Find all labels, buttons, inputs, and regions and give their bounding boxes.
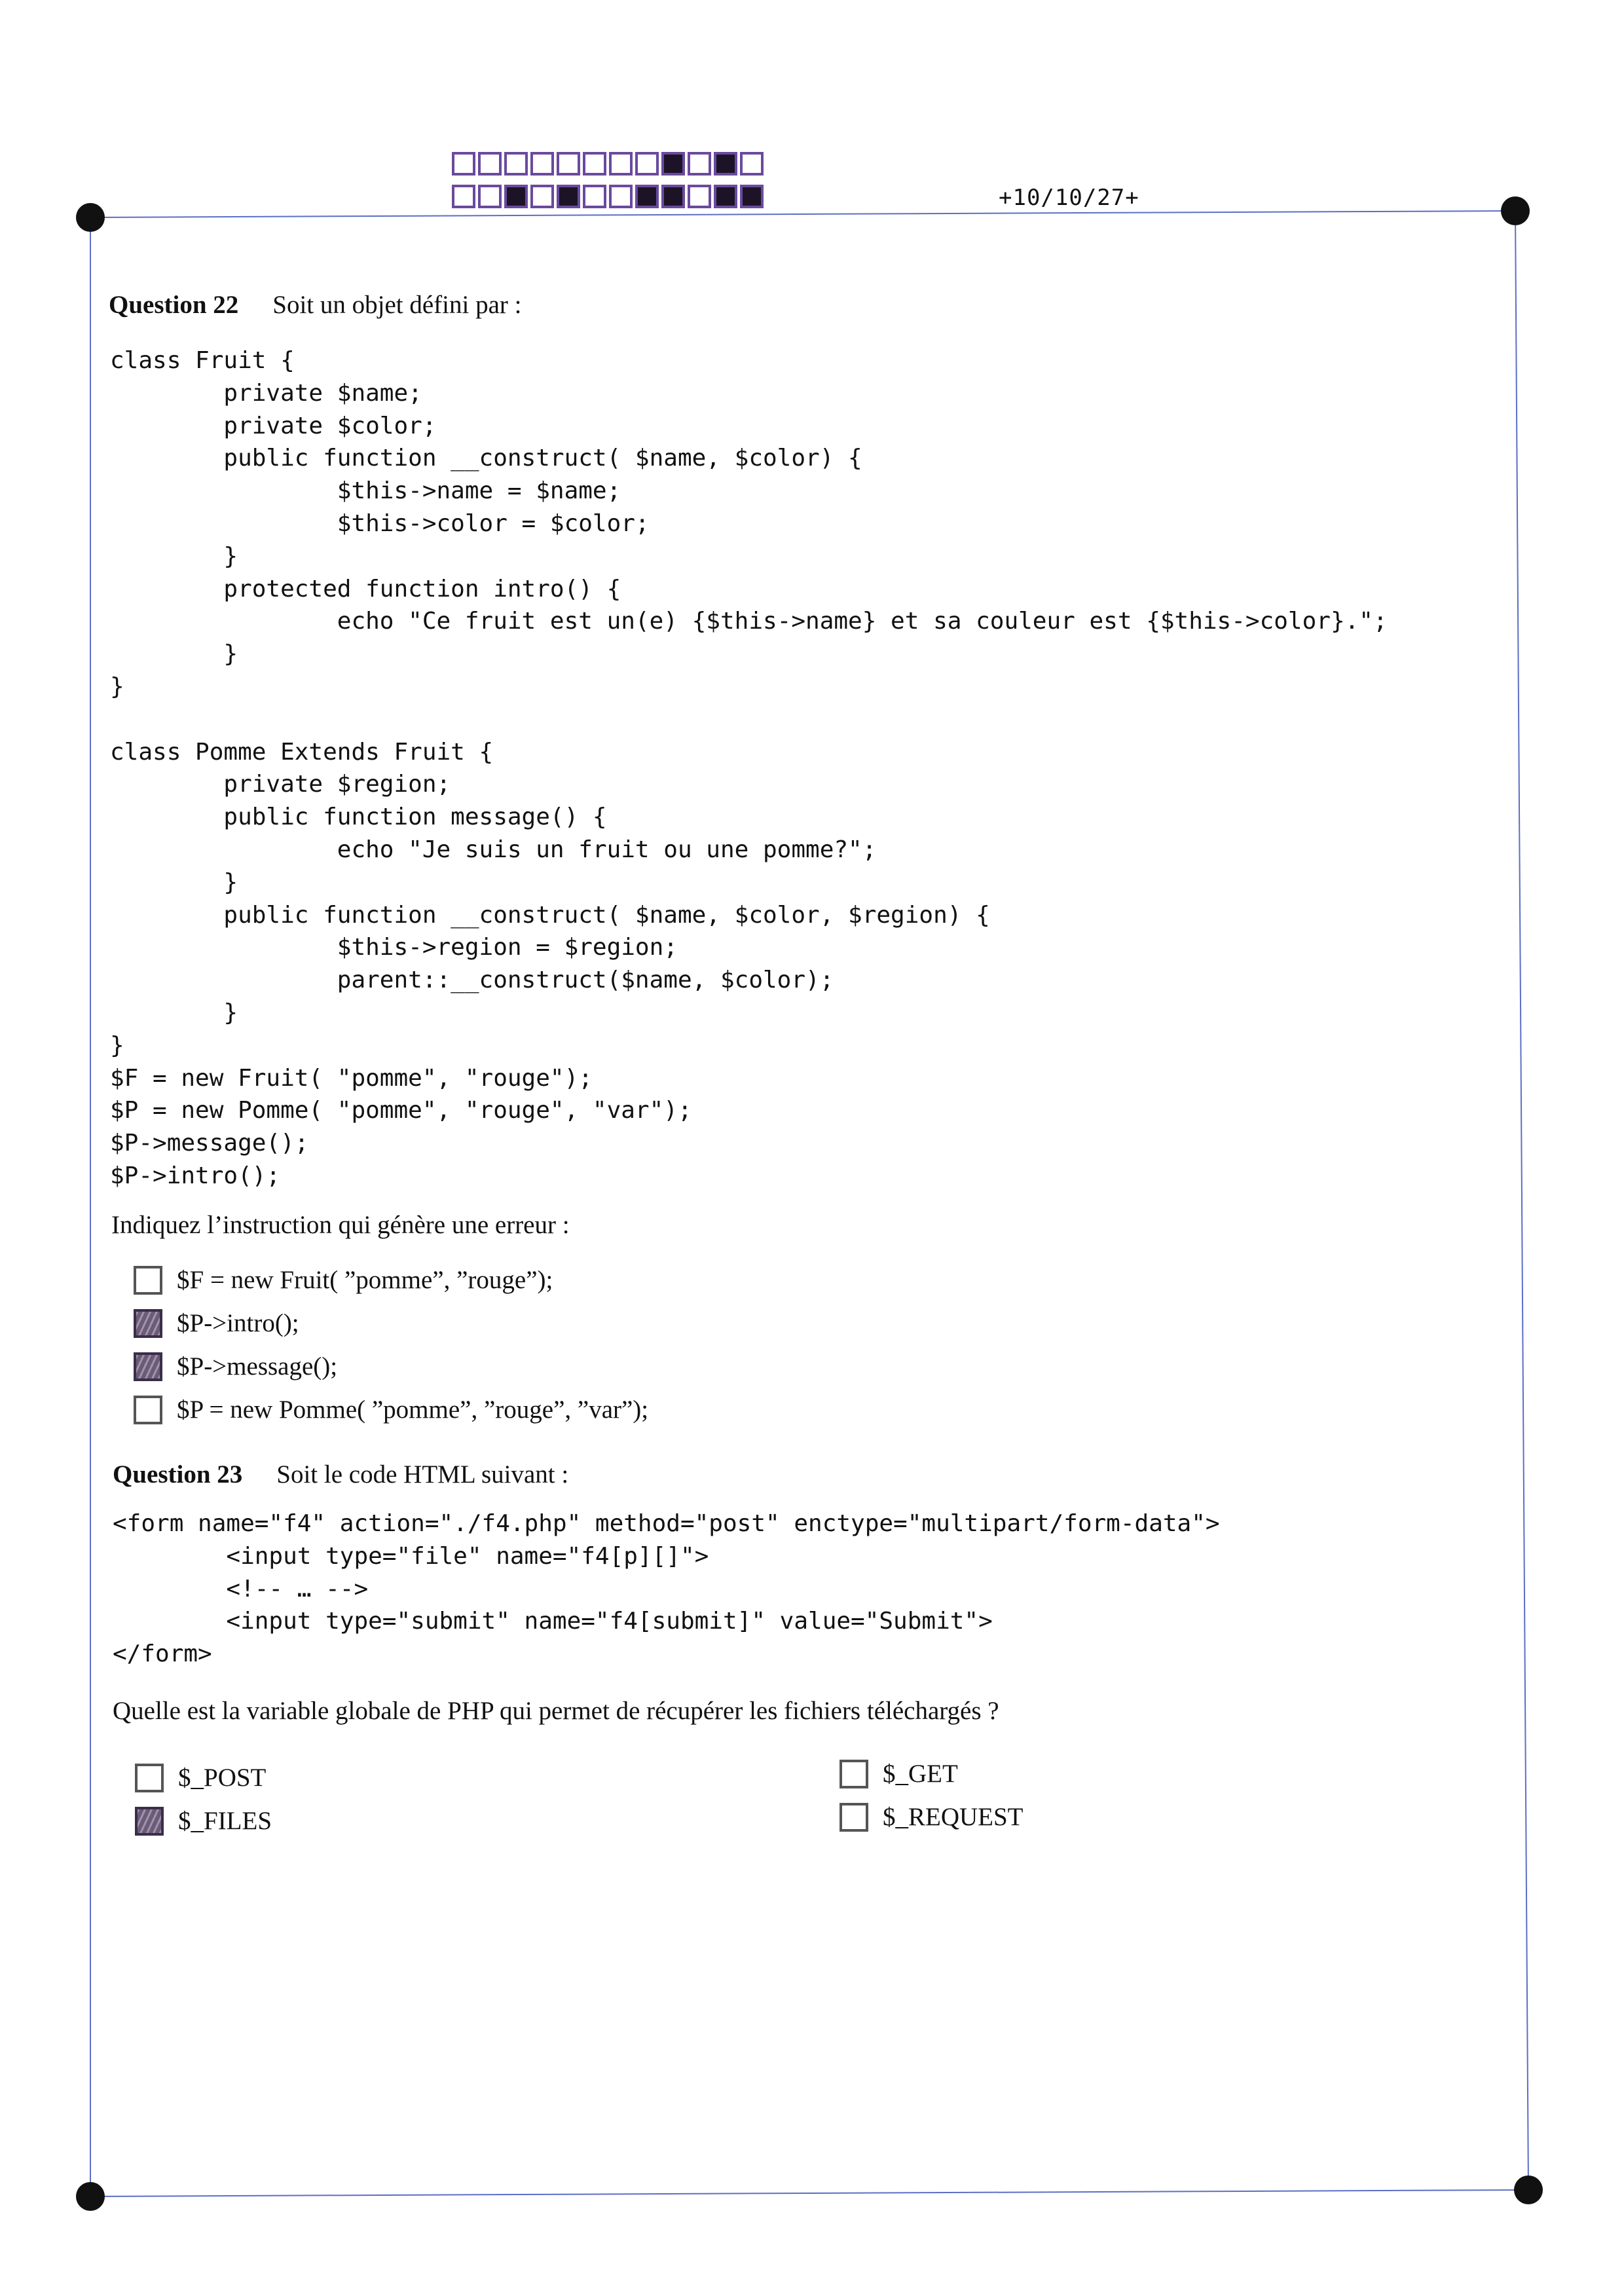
barcode-cell xyxy=(504,185,528,208)
q22-option-1[interactable] xyxy=(134,1265,553,1295)
question-23-intro: Soit le code HTML suivant : xyxy=(276,1460,569,1489)
question-23-prompt: Quelle est la variable globale de PHP qui permet de récupérer les fichiers téléchargés ? xyxy=(113,1697,999,1725)
q23-option-files-label: $_FILES xyxy=(178,1807,272,1835)
barcode-cell xyxy=(740,152,764,176)
q22-option-1-label: $F = new Fruit( ”pomme”, ”rouge”); xyxy=(177,1266,553,1294)
barcode-cell xyxy=(714,152,737,176)
barcode-cell xyxy=(478,152,502,176)
barcode-cell xyxy=(609,152,633,176)
q22-option-4[interactable] xyxy=(134,1395,648,1424)
question-22-header xyxy=(109,290,521,320)
q22-option-3-label: $P->message(); xyxy=(177,1352,338,1380)
barcode-cell xyxy=(635,185,659,208)
barcode-cell xyxy=(688,185,711,208)
barcode-cell xyxy=(714,185,737,208)
q23-option-files-checkbox[interactable] xyxy=(135,1807,164,1836)
corner-marker-top-left xyxy=(76,203,105,232)
barcode-cell xyxy=(452,185,475,208)
q23-option-get-checkbox[interactable] xyxy=(840,1760,868,1788)
barcode-cell xyxy=(661,185,685,208)
q22-option-1-checkbox[interactable] xyxy=(134,1266,162,1295)
q22-option-2-checkbox[interactable] xyxy=(134,1309,162,1338)
barcode-cell xyxy=(530,185,554,208)
question-23-label: Question 23 xyxy=(113,1460,243,1489)
barcode-cell xyxy=(661,152,685,176)
q23-option-post-checkbox[interactable] xyxy=(135,1764,164,1792)
barcode-cell xyxy=(504,152,528,176)
q22-option-3[interactable] xyxy=(134,1352,337,1381)
q22-option-2[interactable] xyxy=(134,1308,299,1338)
barcode-cell xyxy=(530,152,554,176)
question-22-code: class Fruit { private $name; private $color; public function __construct( $name, $color) { $this->name = $name; $this->color = $color; } protected function intro() { echo "Ce fruit est un(e) {$this->name} et sa couleur est {$this->color}."; } } class Pomme Extends Fruit { private $region; public function message() { echo "Je suis un fruit ou une pomme?"; } public function __construct( $name, $color, $region) { $this->region = $region; parent::__construct($name, $color); } } $F = new Fruit( "pomme", "rouge"); $P = new Pomme( "pomme", "rouge", "var"); $P->message(); $P->intro(); xyxy=(110,347,1388,1189)
question-23-code: <form name="f4" action="./f4.php" method="post" enctype="multipart/form-data"> <input type="file" name="f4[p][]"> <!-- … --> <input type="submit" name="f4[submit]" value="Submit"> </form> xyxy=(113,1510,1220,1668)
question-22-prompt: Indiquez l’instruction qui génère une erreur : xyxy=(111,1211,570,1239)
barcode-cell xyxy=(583,152,606,176)
q23-option-request-checkbox[interactable] xyxy=(840,1803,868,1832)
q22-option-3-checkbox[interactable] xyxy=(134,1352,162,1381)
barcode-cell xyxy=(609,185,633,208)
q23-option-request-label: $_REQUEST xyxy=(883,1803,1024,1831)
corner-marker-bottom-right xyxy=(1514,2176,1543,2204)
q23-option-get-label: $_GET xyxy=(883,1760,958,1788)
q23-option-files[interactable] xyxy=(135,1806,272,1836)
q23-option-post-label: $_POST xyxy=(178,1764,267,1792)
barcode-cell xyxy=(688,152,711,176)
barcode-cell xyxy=(557,185,580,208)
q22-option-4-label: $P = new Pomme( ”pomme”, ”rouge”, ”var”); xyxy=(177,1396,649,1424)
q22-option-4-checkbox[interactable] xyxy=(134,1396,162,1424)
corner-marker-top-right xyxy=(1501,196,1530,225)
q23-option-request[interactable] xyxy=(840,1802,1024,1832)
barcode-cell xyxy=(740,185,764,208)
barcode-cell xyxy=(557,152,580,176)
barcode-cell xyxy=(452,152,475,176)
corner-marker-bottom-left xyxy=(76,2182,105,2211)
barcode-cell xyxy=(635,152,659,176)
q23-option-post[interactable] xyxy=(135,1763,266,1792)
q22-option-2-label: $P->intro(); xyxy=(177,1309,299,1337)
page-id: +10/10/27+ xyxy=(999,185,1139,211)
barcode-cell xyxy=(583,185,606,208)
q23-option-get[interactable] xyxy=(840,1759,958,1788)
question-22-label: Question 22 xyxy=(109,291,239,319)
barcode-cell xyxy=(478,185,502,208)
question-23-header xyxy=(113,1460,568,1489)
question-22-intro: Soit un objet défini par : xyxy=(272,291,522,319)
